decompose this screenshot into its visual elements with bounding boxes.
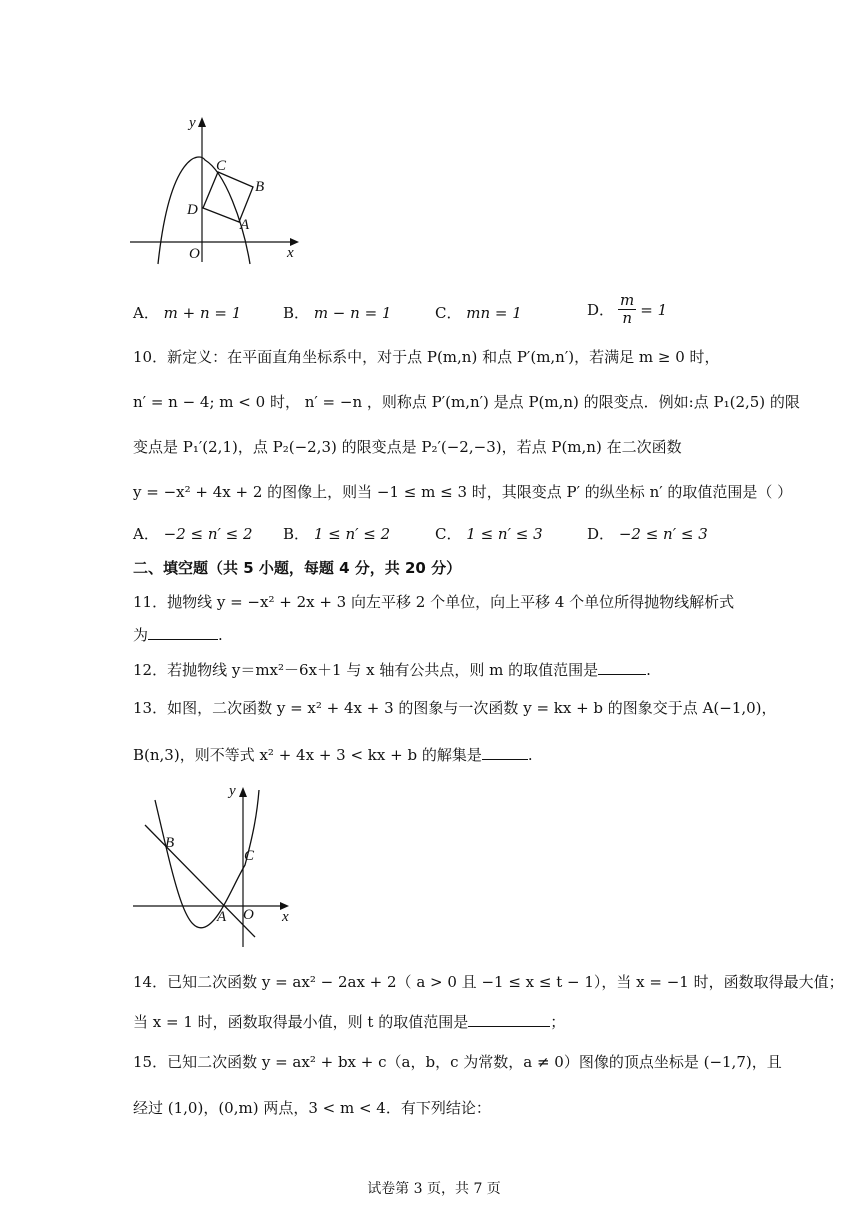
q14-line-1: 14．已知二次函数 y = ax² − 2ax + 2（ a > 0 且 −1 ≤ x ≤ t − 1），当 x = −1 时，函数取得最大值；	[133, 973, 844, 991]
q10-option-b: B． 1 ≤ n′ ≤ 2	[283, 525, 391, 543]
q14-line-2: 当 x = 1 时，函数取得最小值，则 t 的取值范围是 ；	[133, 1013, 566, 1031]
label-y: y	[189, 115, 196, 131]
q9-option-d: D． $\frac{m}{n}$ = 1	[587, 291, 668, 327]
q11-line-1: 11．抛物线 y = −x² + 2x + 3 向左平移 2 个单位，向上平移 4 个单位所得抛物线解析式	[133, 593, 735, 611]
section-title: 二、填空题（共 5 小题，每题 4 分，共 20 分）	[133, 559, 462, 577]
q10-line-1: 10．新定义：在平面直角坐标系中，对于点 P(m,n) 和点 P′(m,n′)，若满足 m ≥ 0 时，	[133, 348, 720, 366]
q14-answer-blank	[468, 1012, 550, 1027]
q11-answer-blank	[148, 625, 218, 640]
q9-option-c: C． mn = 1	[435, 304, 522, 322]
y-axis-arrow	[239, 787, 247, 797]
square-abcd	[203, 172, 253, 222]
label-x: x	[282, 909, 289, 925]
label-c: C	[244, 848, 255, 864]
q13-line-2: B(n,3)，则不等式 x² + 4x + 3 < kx + b 的解集是 .	[133, 746, 533, 764]
label-y: y	[229, 783, 236, 799]
label-a: A	[240, 217, 250, 233]
label-d: D	[187, 202, 198, 218]
q10-option-d: D． −2 ≤ n′ ≤ 3	[587, 525, 708, 543]
label-x: x	[287, 245, 294, 261]
q9-option-a: A． m + n = 1	[133, 304, 242, 322]
label-c: C	[216, 158, 227, 174]
q9-option-b: B． m − n = 1	[283, 304, 392, 322]
linear-function-line	[145, 825, 255, 937]
q11-line-2: 为 .	[133, 626, 223, 644]
y-axis-arrow	[198, 117, 206, 127]
q10-option-c: C． 1 ≤ n′ ≤ 3	[435, 525, 543, 543]
figure-parabola-square	[125, 112, 310, 267]
label-b: B	[255, 179, 265, 195]
q10-option-a: A． −2 ≤ n′ ≤ 2	[133, 525, 253, 543]
label-o: O	[189, 246, 200, 262]
q12-answer-blank	[598, 660, 646, 675]
q10-line-2: n′ = n − 4; m < 0 时， n′ = −n ，则称点 P′(m,n′) 是点 P(m,n) 的限变点．例如:点 P₁(2,5) 的限	[133, 393, 800, 411]
page-footer: 试卷第 3 页，共 7 页	[367, 1181, 501, 1197]
q10-line-3: 变点是 P₁′(2,1)，点 P₂(−2,3) 的限变点是 P₂′(−2,−3)，若点 P(m,n) 在二次函数	[133, 438, 682, 456]
q13-answer-blank	[482, 745, 528, 760]
q10-line-4: y = −x² + 4x + 2 的图像上，则当 −1 ≤ m ≤ 3 时，其限变点 P′ 的纵坐标 n′ 的取值范围是（ ）	[133, 483, 793, 501]
q15-line-2: 经过 (1,0)，(0,m) 两点，3 < m < 4．有下列结论：	[133, 1099, 491, 1117]
fraction: $\frac{m}{n}$	[620, 291, 635, 327]
q12-line: 12．若抛物线 y＝mx²－6x＋1 与 x 轴有公共点，则 m 的取值范围是 .	[133, 661, 651, 679]
parabola-curve	[158, 157, 250, 264]
label-a: A	[217, 909, 227, 925]
label-b: B	[165, 835, 175, 851]
q15-line-1: 15．已知二次函数 y = ax² + bx + c（a，b，c 为常数，a ≠ 0）图像的顶点坐标是 (−1,7)，且	[133, 1053, 782, 1071]
figure-parabola-line	[125, 775, 305, 955]
q13-line-1: 13．如图，二次函数 y = x² + 4x + 3 的图象与一次函数 y = kx + b 的图象交于点 A(−1,0)，	[133, 699, 777, 717]
label-o: O	[243, 907, 254, 923]
